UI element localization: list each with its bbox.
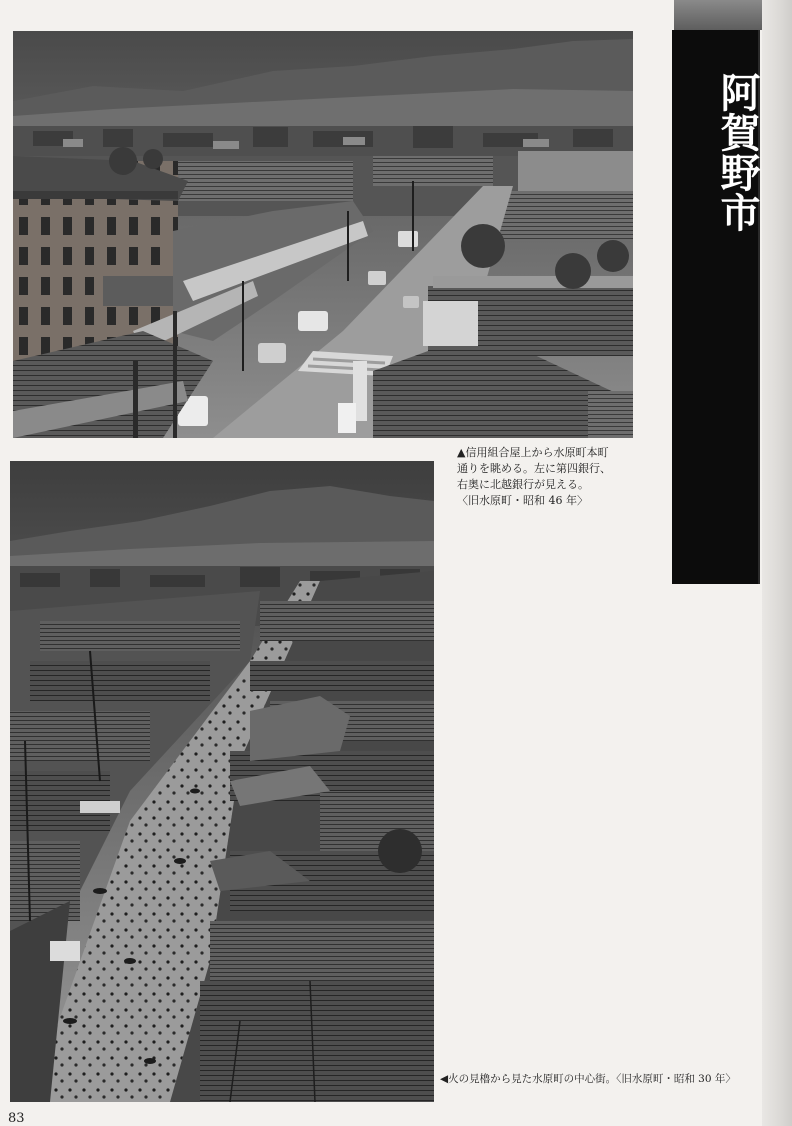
caption-line: 〈旧水原町・昭和 46 年〉 xyxy=(457,494,588,507)
photo-town-center-caption: ◀火の見櫓から見た水原町の中心街。〈旧水原町・昭和 30 年〉 xyxy=(440,1073,736,1085)
photo-main-street xyxy=(13,31,633,438)
photo-town-center xyxy=(10,461,434,1102)
photo-town-center-image xyxy=(10,461,434,1102)
section-title: 阿賀野市 xyxy=(714,72,761,232)
photo-main-street-image xyxy=(13,31,633,438)
page-number: 83 xyxy=(8,1111,25,1126)
section-title-band xyxy=(672,30,760,584)
caption-line: 通りを眺める。左に第四銀行、 xyxy=(457,462,611,475)
photo-main-street-caption xyxy=(457,445,657,509)
page-edge-shadow xyxy=(762,0,792,1126)
caption-line: 右奥に北越銀行が見える。 xyxy=(457,478,589,491)
caption-line: ▲信用組合屋上から水原町本町 xyxy=(457,446,609,459)
